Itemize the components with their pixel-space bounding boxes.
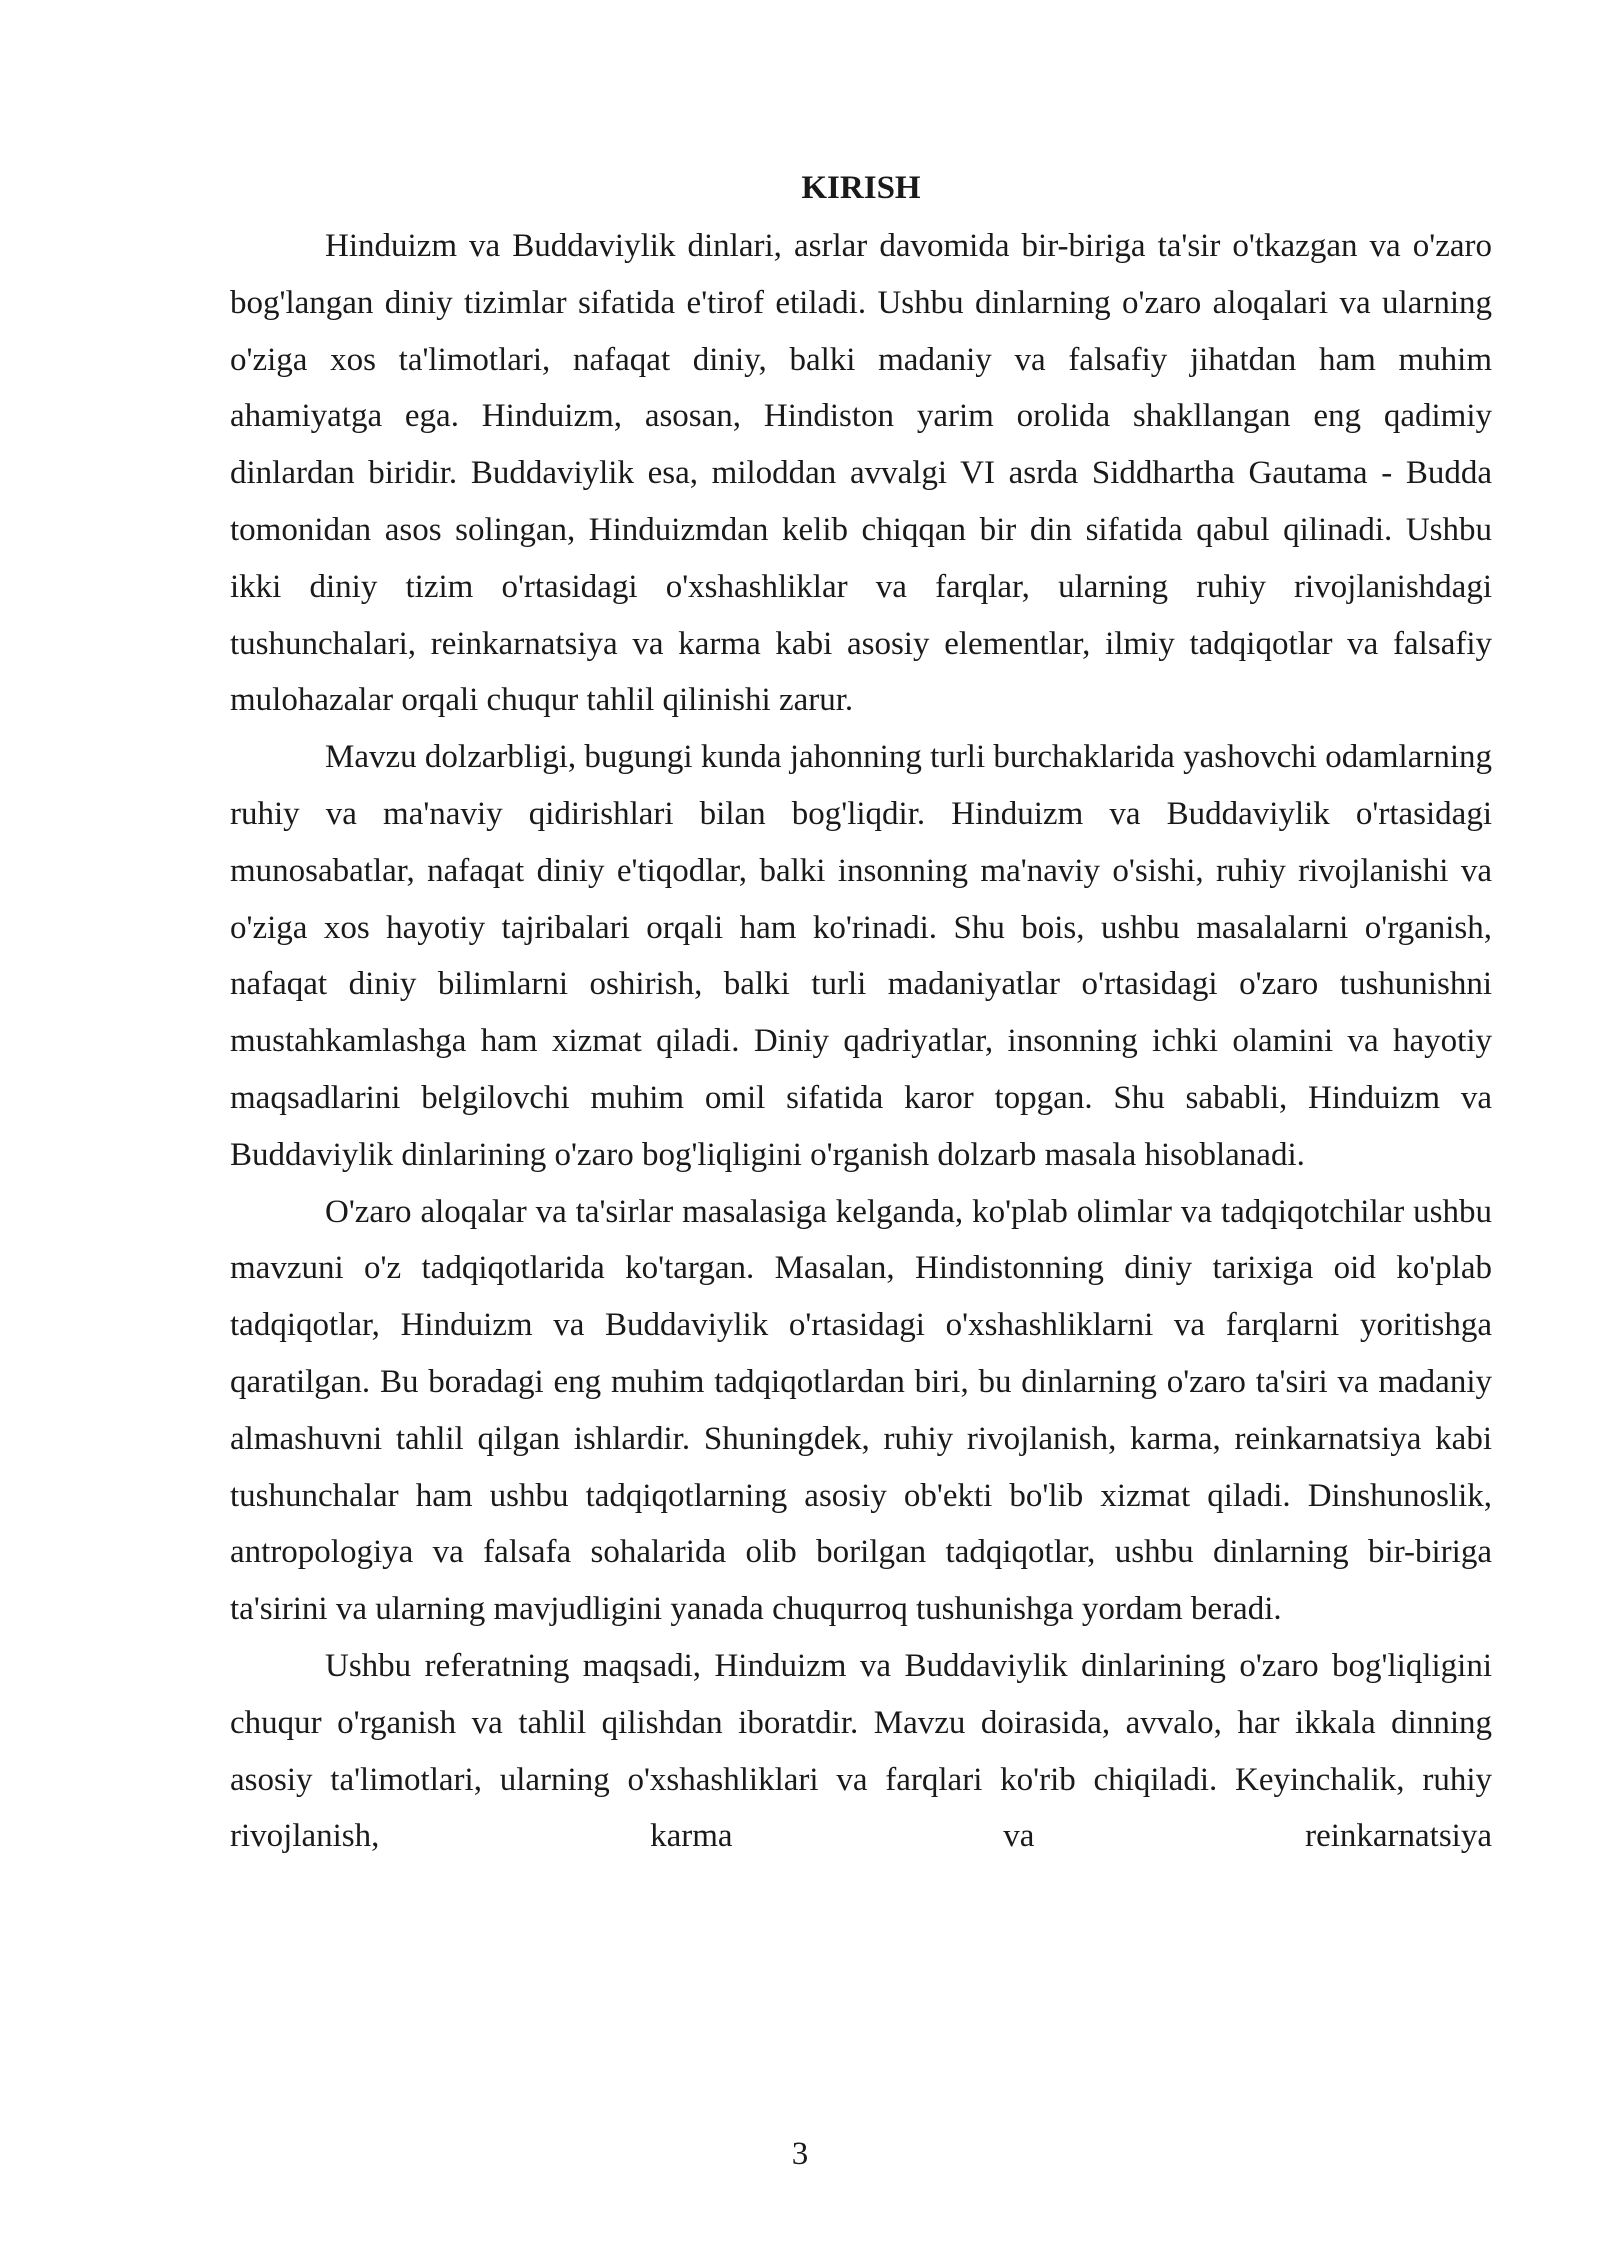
paragraph-relevance: Mavzu dolzarbligi, bugungi kunda jahonning turli burchaklarida yashovchi odamlarning ruhiy va ma'naviy qidirishlari bilan bog'liqdir. Hinduizm va Buddaviylik o'rtasidagi munosabatlar, nafaqat diniy e'tiqodlar, balki insonning ma'naviy o'sishi, ruhiy rivojlanishi va o'ziga xos hayotiy tajribalari orqali ham ko'rinadi. Shu bois, ushbu masalalarni o'rganish, nafaqat diniy bilimlarni oshirish, balki turli madaniyatlar o'rtasidagi o'zaro tushunishni mustahkamlashga ham xizmat qiladi. Diniy qadriyatlar, insonning ichki olamini va hayotiy maqsadlarini belgilovchi muhim omil sifatida karor topgan. Shu sababli, Hinduizm va Buddaviylik dinlarining o'zaro bog'liqligini o'rganish dolzarb masala hisoblanadi. <box>230 739 1492 1173</box>
page-number: 3 <box>791 2136 809 2172</box>
page-content <box>230 160 1492 1865</box>
paragraph-interactions: O'zaro aloqalar va ta'sirlar masalasiga kelganda, ko'plab olimlar va tadqiqotchilar ushbu mavzuni o'z tadqiqotlarida ko'targan. Masalan, Hindistonning diniy tarixiga oid ko'plab tadqiqotlar, Hinduizm va Buddaviylik o'rtasidagi o'xshashliklarni va farqlarni yoritishga qaratilgan. Bu boradagi eng muhim tadqiqotlardan biri, bu dinlarning o'zaro ta'siri va madaniy almashuvni tahlil qilgan ishlardir. Shuningdek, ruhiy rivojlanish, karma, reinkarnatsiya kabi tushunchalar ham ushbu tadqiqotlarning asosiy ob'ekti bo'lib xizmat qiladi. Dinshunoslik, antropologiya va falsafa sohalarida olib borilgan tadqiqotlar, ushbu dinlarning bir-biriga ta'sirini va ularning mavjudligini yanada chuqurroq tushunishga yordam beradi. <box>230 1193 1492 1628</box>
paragraph-purpose: Ushbu referatning maqsadi, Hinduizm va Buddaviylik dinlarining o'zaro bog'liqligini chuqur o'rganish va tahlil qilishdan iboratdir. Mavzu doirasida, avvalo, har ikkala dinning asosiy ta'limotlari, ularning o'xshashliklari va farqlari ko'rib chiqiladi. Keyinchalik, ruhiy rivojlanish, karma va reinkarnatsiya <box>230 1647 1492 1855</box>
section-title: KIRISH <box>801 170 921 206</box>
paragraph-intro: Hinduizm va Buddaviylik dinlari, asrlar davomida bir-biriga ta'sir o'tkazgan va o'zaro bog'langan diniy tizimlar sifatida e'tirof etiladi. Ushbu dinlarning o'zaro aloqalari va ularning o'ziga xos ta'limotlari, nafaqat diniy, balki madaniy va falsafiy jihatdan ham muhim ahamiyatga ega. Hinduizm, asosan, Hindiston yarim orolida shakllangan eng qadimiy dinlardan biridir. Buddaviylik esa, miloddan avvalgi VI asrda Siddhartha Gautama - Budda tomonidan asos solingan, Hinduizmdan kelib chiqqan bir din sifatida qabul qilinadi. Ushbu ikki diniy tizim o'rtasidagi o'xshashliklar va farqlar, ularning ruhiy rivojlanishdagi tushunchalari, reinkarnatsiya va karma kabi asosiy elementlar, ilmiy tadqiqotlar va falsafiy mulohazalar orqali chuqur tahlil qilinishi zarur. <box>230 228 1492 719</box>
